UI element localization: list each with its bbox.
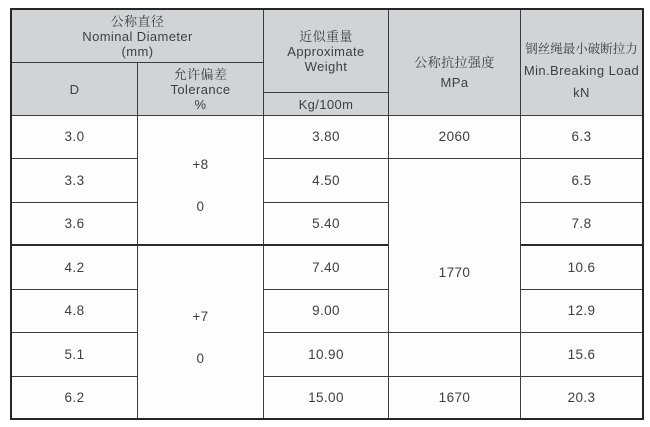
header-weight <box>264 10 389 93</box>
nominal-diameter-zh-label: 公称直径 <box>110 13 165 29</box>
weight-cell: 15.00 <box>264 377 389 418</box>
header-nominal-diameter <box>12 10 264 63</box>
breaking-load-unit-label: kN <box>573 84 590 100</box>
strength-unit-label: MPa <box>440 74 469 90</box>
diameter-cell: 4.2 <box>12 246 138 290</box>
diameter-cell: 3.6 <box>12 203 138 246</box>
weight-cell: 7.40 <box>264 246 389 290</box>
weight-en-line1-label: Approximate <box>287 43 365 59</box>
weight-zh-label: 近似重量 <box>299 28 353 44</box>
header-d: D <box>12 63 138 116</box>
tolerance-group-cell <box>138 246 264 418</box>
wire-rope-spec-table <box>10 8 644 420</box>
header-breaking-load <box>521 10 642 116</box>
breaking-load-cell: 7.8 <box>521 203 642 246</box>
weight-en-line2-label: Weight <box>304 58 348 74</box>
diameter-cell: 5.1 <box>12 333 138 377</box>
breaking-load-cell: 15.6 <box>521 333 642 377</box>
breaking-load-cell: 12.9 <box>521 290 642 333</box>
tolerance-lower-value: 0 <box>196 199 205 214</box>
breaking-load-zh-label: 钢丝绳最小破断拉力 <box>525 41 638 56</box>
nominal-diameter-unit-label: (mm) <box>121 43 154 59</box>
breaking-load-cell: 10.6 <box>521 246 642 290</box>
breaking-load-cell: 20.3 <box>521 377 642 418</box>
weight-cell: 5.40 <box>264 203 389 246</box>
weight-cell: 10.90 <box>264 333 389 377</box>
weight-cell: 4.50 <box>264 159 389 203</box>
weight-cell: 9.00 <box>264 290 389 333</box>
strength-cell-merged: 1770 <box>389 159 521 333</box>
tolerance-group-cell <box>138 116 264 246</box>
header-tolerance <box>138 63 264 116</box>
diameter-cell: 6.2 <box>12 377 138 418</box>
tolerance-upper-value: +7 <box>192 309 209 324</box>
tolerance-en-label: Tolerance <box>170 81 231 97</box>
strength-cell-empty <box>389 333 521 377</box>
breaking-load-cell: 6.5 <box>521 159 642 203</box>
header-weight-unit: Kg/100m <box>264 93 389 116</box>
nominal-diameter-en-label: Nominal Diameter <box>82 28 193 44</box>
breaking-load-en-label: Min.Breaking Load <box>523 62 640 78</box>
strength-zh-label: 公称抗拉强度 <box>414 54 495 70</box>
tolerance-lower-value: 0 <box>196 351 205 366</box>
strength-cell: 1670 <box>389 377 521 418</box>
diameter-cell: 4.8 <box>12 290 138 333</box>
diameter-cell: 3.0 <box>12 116 138 159</box>
header-strength <box>389 10 521 116</box>
strength-cell: 2060 <box>389 116 521 159</box>
tolerance-unit-label: % <box>194 96 207 112</box>
weight-cell: 3.80 <box>264 116 389 159</box>
tolerance-zh-label: 允许偏差 <box>173 66 228 82</box>
tolerance-upper-value: +8 <box>192 157 209 172</box>
breaking-load-cell: 6.3 <box>521 116 642 159</box>
diameter-cell: 3.3 <box>12 159 138 203</box>
